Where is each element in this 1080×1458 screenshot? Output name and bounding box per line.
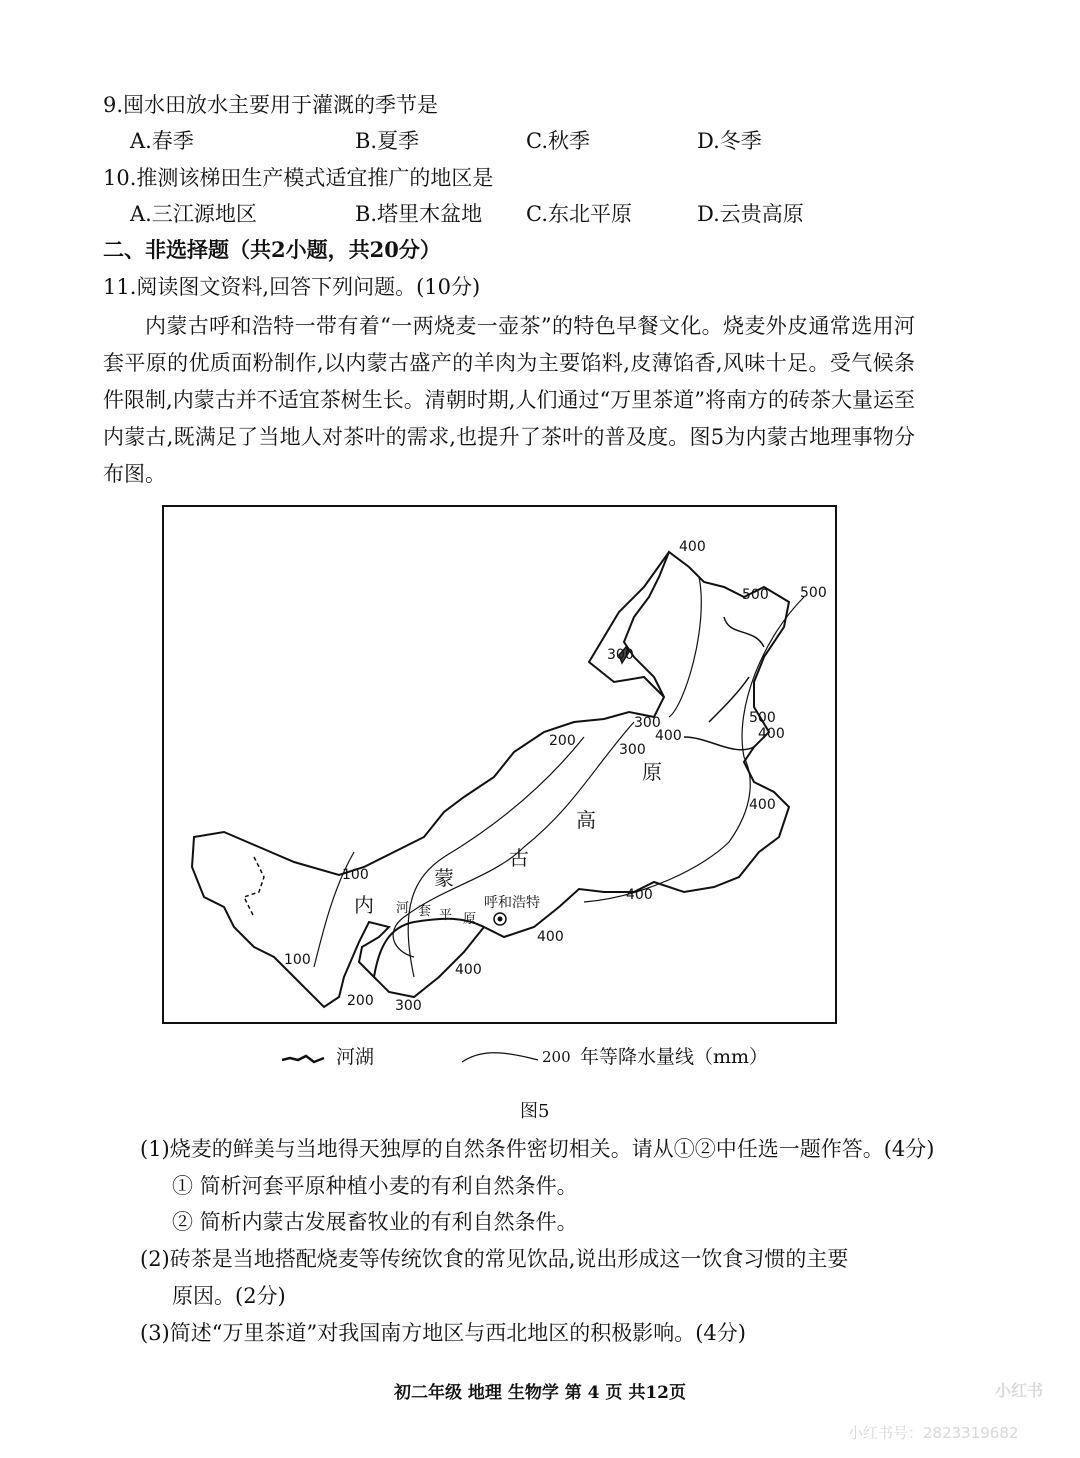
- region-char: 原: [642, 760, 662, 784]
- figure-caption: 图5: [520, 1101, 550, 1122]
- plain-char: 原: [463, 912, 477, 927]
- isohyet-label: 400: [655, 728, 682, 744]
- q9-option-c: C.秋季: [526, 129, 590, 153]
- province-outline: [192, 552, 789, 1007]
- region-char: 高: [576, 808, 596, 832]
- q11-sub2-line2: 原因。(2分): [172, 1284, 286, 1308]
- river-legend-icon: [280, 1048, 330, 1068]
- isohyet-label: 100: [284, 952, 311, 968]
- isohyet-line: [584, 597, 804, 902]
- q9-option-a: A.春季: [130, 129, 194, 153]
- isohyet-label: 400: [455, 962, 482, 978]
- legend-river-label: 河湖: [336, 1046, 375, 1068]
- q11-sub3: (3)简述“万里茶道”对我国南方地区与西北地区的积极影响。(4分): [140, 1321, 746, 1345]
- watermark-id: 小红书号：2823319682: [848, 1424, 1019, 1442]
- isohyet-label: 200: [549, 733, 576, 749]
- isohyet-label: 200: [347, 993, 374, 1009]
- isohyet-line: [669, 577, 701, 717]
- q11-stem: 11.阅读图文资料,回答下列问题。(10分): [103, 275, 481, 299]
- q10-option-b: B.塔里木盆地: [355, 202, 483, 226]
- isohyet-label: 400: [749, 797, 776, 813]
- isohyet-label: 300: [619, 742, 646, 758]
- q9-stem: 9.囤水田放水主要用于灌溉的季节是: [103, 93, 439, 117]
- isohyet-label: 300: [607, 647, 634, 663]
- legend-isohyet-value: 200: [542, 1048, 571, 1066]
- region-char: 古: [509, 846, 529, 870]
- q9-option-d: D.冬季: [697, 129, 762, 153]
- page-footer: 初二年级 地理 生物学 第 4 页 共12页: [394, 1383, 686, 1403]
- isohyet-label: 100: [342, 867, 369, 883]
- city-label: 呼和浩特: [484, 895, 540, 911]
- q11-sub1: (1)烧麦的鲜美与当地得天独厚的自然条件密切相关。请从①②中任选一题作答。(4分): [140, 1137, 935, 1161]
- watermark-logo: 小红书: [995, 1381, 1044, 1400]
- isohyet-label: 400: [537, 929, 564, 945]
- section2-title: 二、非选择题（共2小题，共20分）: [103, 237, 441, 262]
- nw-protrusion: [589, 552, 669, 697]
- q11-sub1b: ② 简析内蒙古发展畜牧业的有利自然条件。: [172, 1210, 578, 1234]
- q10-option-d: D.云贵高原: [697, 202, 804, 226]
- region-char: 内: [354, 893, 374, 917]
- isohyet-legend-icon: [460, 1048, 540, 1068]
- map-figure: [162, 505, 837, 1024]
- isohyet-line: [393, 722, 634, 957]
- q10-stem: 10.推测该梯田生产模式适宜推广的地区是: [103, 166, 494, 190]
- isohyet-label: 300: [395, 998, 422, 1014]
- q9-option-b: B.夏季: [355, 129, 420, 153]
- river: [244, 857, 264, 917]
- plain-char: 河: [396, 901, 410, 916]
- isohyet-label: 500: [742, 587, 769, 603]
- q11-sub2-line1: (2)砖茶是当地搭配烧麦等传统饮食的常见饮品,说出形成这一饮食习惯的主要: [140, 1247, 849, 1271]
- q11-passage: 内蒙古呼和浩特一带有着“一两烧麦一壶茶”的特色早餐文化。烧麦外皮通常选用河套平原的优质面粉制作,以内蒙古盛产的羊肉为主要馅料,皮薄馅香,风味十足。受气候条件限制,内蒙古并不适宜茶树生长。清朝时期,人们通过“万里茶道”将南方的砖茶大量运至内蒙古,既满足了当地人对茶叶的需求,也提升了茶叶的普及度。图5为内蒙古地理事物分布图。: [103, 314, 915, 486]
- isohyet-label: 300: [634, 715, 661, 731]
- q10-option-a: A.三江源地区: [130, 202, 257, 226]
- isohyet-label: 400: [626, 887, 653, 903]
- q11-sub1a: ① 简析河套平原种植小麦的有利自然条件。: [172, 1174, 578, 1198]
- plain-char: 套: [418, 904, 432, 919]
- inner-mongolia-map: [164, 507, 835, 1022]
- region-char: 蒙: [434, 866, 454, 890]
- isohyet-label: 500: [800, 585, 827, 601]
- isohyet-label: 400: [758, 726, 785, 742]
- legend-isohyet-label: 年等降水量线（mm）: [580, 1046, 769, 1068]
- q10-option-c: C.东北平原: [526, 202, 632, 226]
- isohyet-label: 500: [749, 710, 776, 726]
- isohyet-label: 400: [679, 539, 706, 555]
- plain-char: 平: [439, 908, 453, 923]
